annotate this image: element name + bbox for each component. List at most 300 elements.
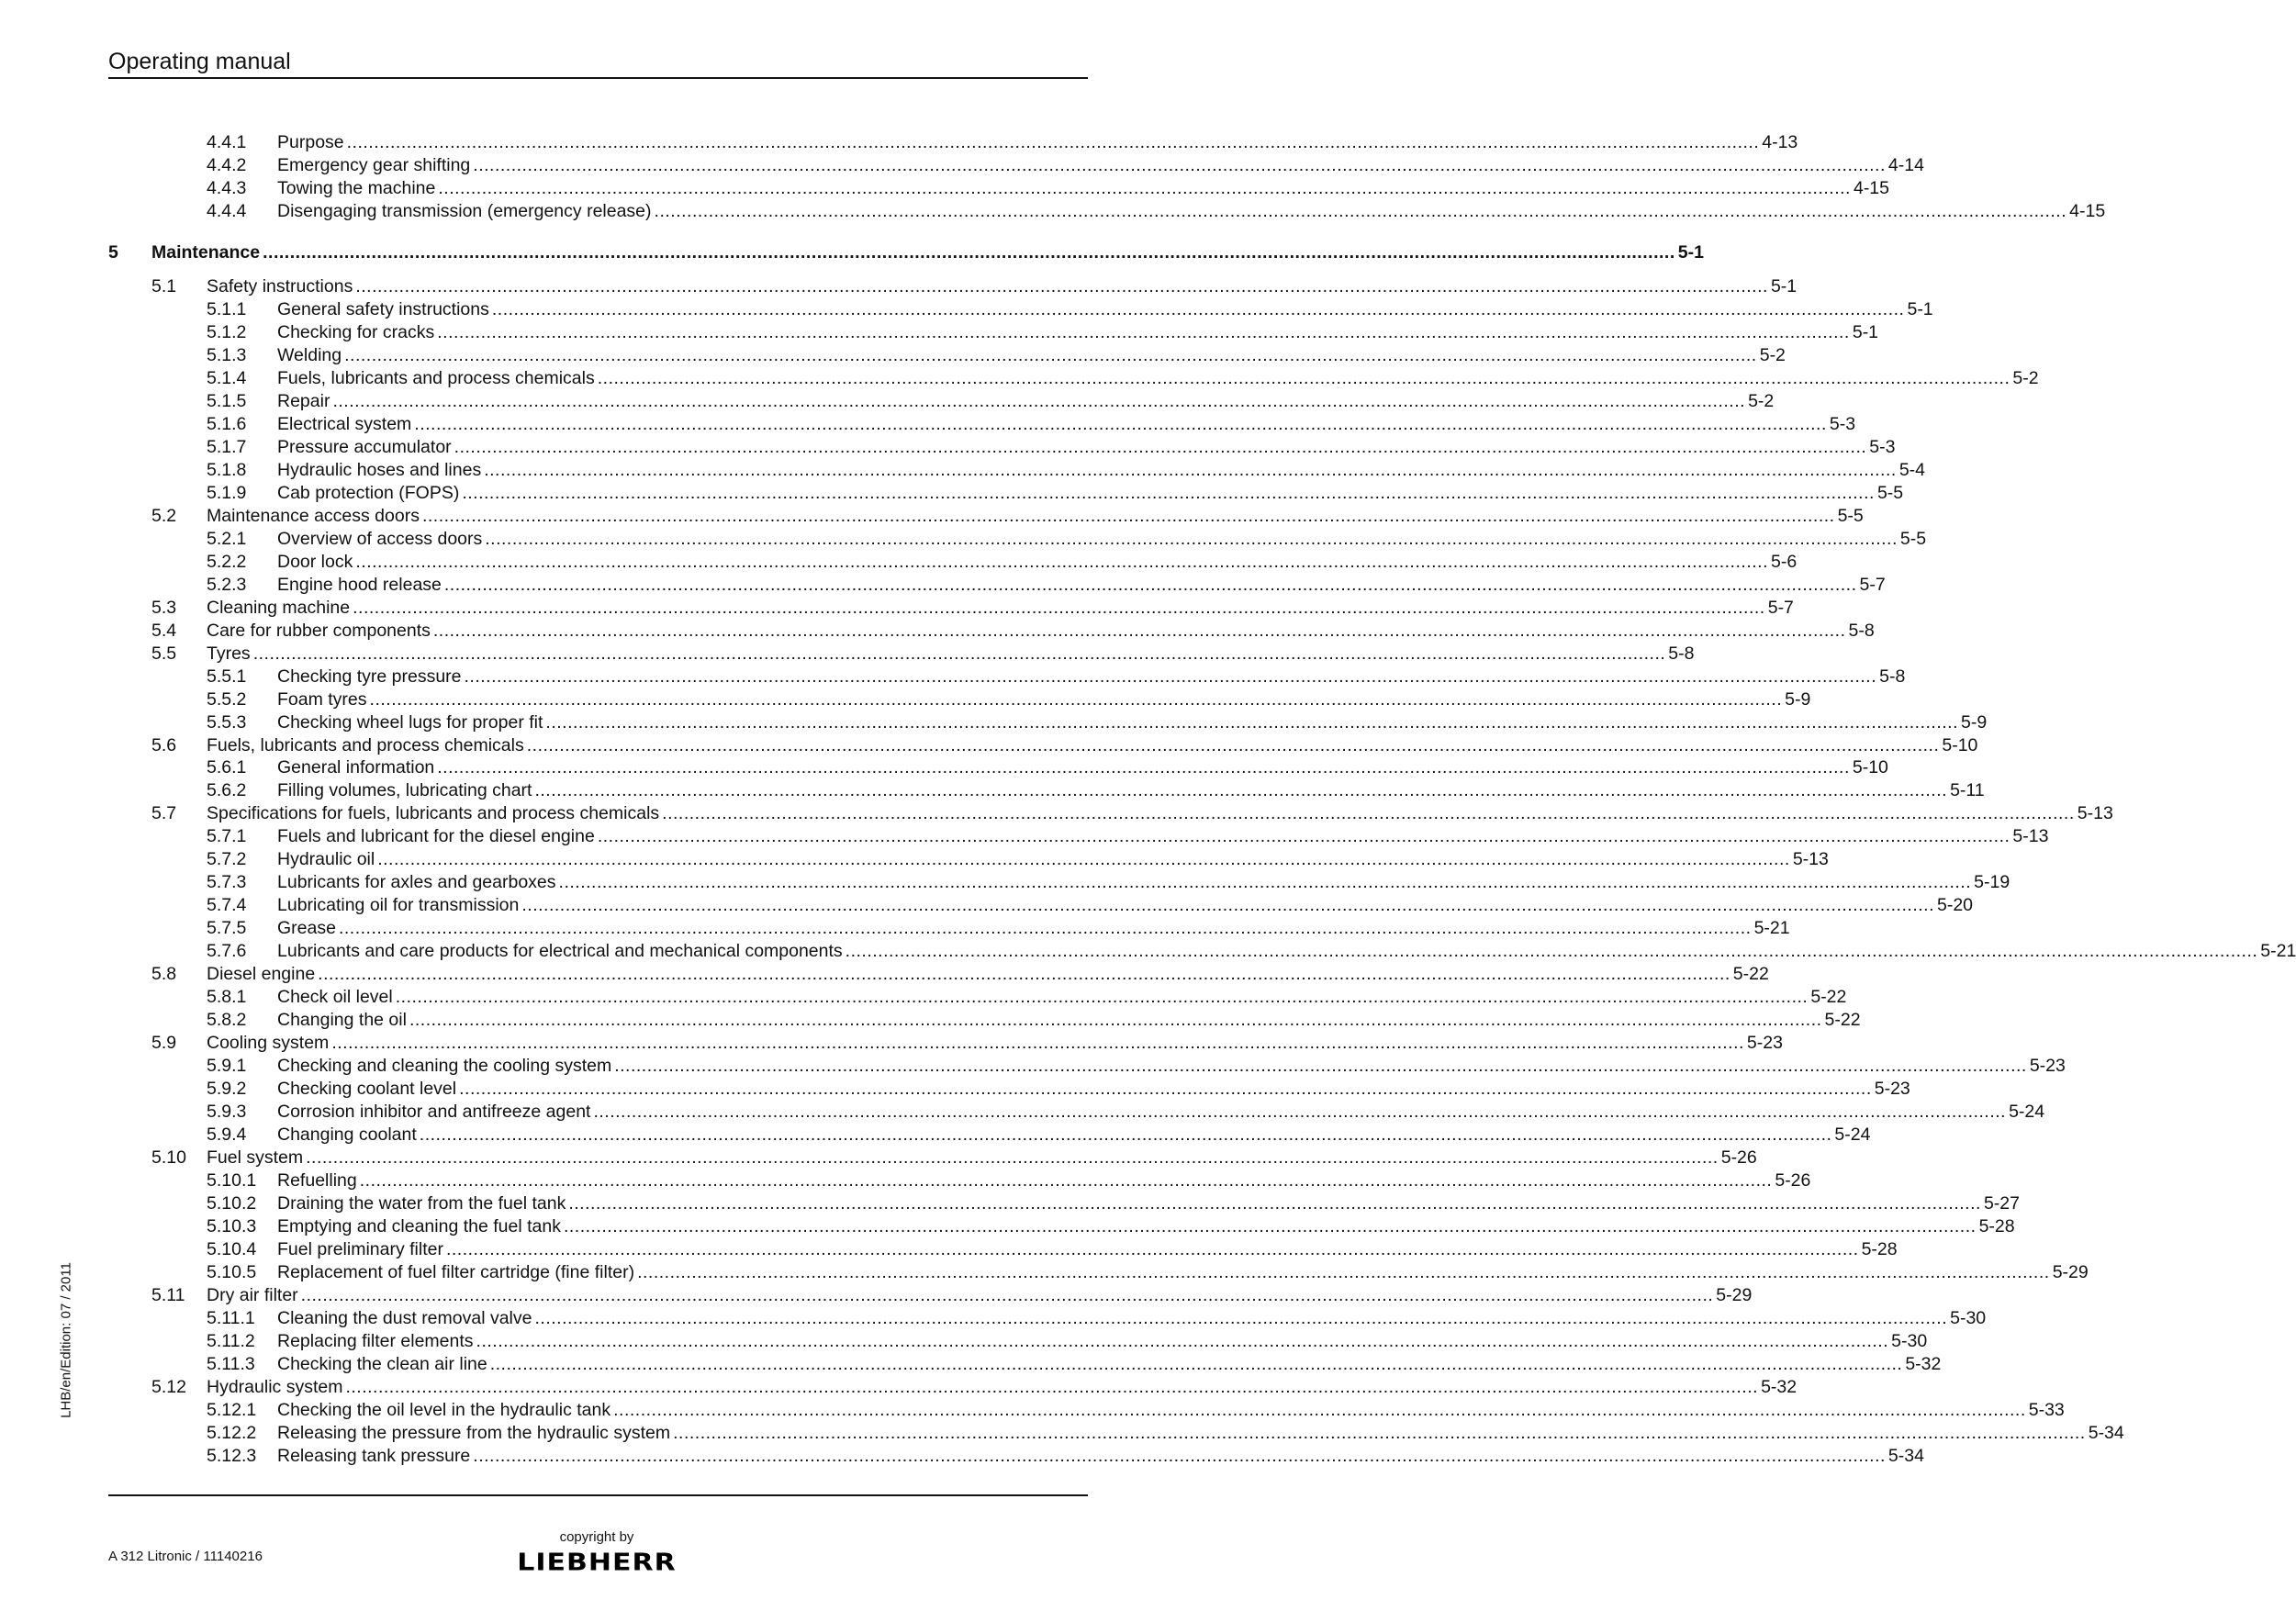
toc-entry[interactable] xyxy=(108,436,1896,459)
toc-entry-number: 5.8.2 xyxy=(207,1010,247,1031)
toc-leader-dots: .................................................................................................................................................................................................................................................................... xyxy=(476,1330,1889,1351)
toc-entry-page: 5-29 xyxy=(1716,1285,1753,1306)
toc-entry-title: Changing coolant xyxy=(277,1124,417,1146)
toc-entry-line xyxy=(277,459,1925,482)
toc-entry-title: Fuels, lubricants and process chemicals xyxy=(207,734,524,755)
toc-entry-number: 4.4.1 xyxy=(207,132,247,152)
toc-entry-page: 5-32 xyxy=(1761,1376,1798,1397)
toc-entry-title: Emergency gear shifting xyxy=(277,154,471,175)
toc-entry[interactable] xyxy=(108,1422,2124,1445)
toc-leader-dots: .................................................................................................................................................................................................................................................................... xyxy=(489,1353,1903,1374)
toc-entry-number: 4.4.3 xyxy=(207,177,247,198)
toc-entry-page: 5-24 xyxy=(1834,1124,1871,1146)
toc-entry-title: Cooling system xyxy=(207,1033,330,1054)
toc-entry-title: Engine hood release xyxy=(277,574,442,595)
toc-entry-page: 5-9 xyxy=(1785,688,1811,710)
toc-entry-number: 5.1.5 xyxy=(207,390,247,411)
toc-entry[interactable] xyxy=(108,1101,2045,1124)
toc-entry-line xyxy=(277,367,2039,390)
toc-entry-line xyxy=(277,574,1886,597)
edition-note-text: LHB/en/Edition: 07 / 2011 xyxy=(58,1262,74,1418)
toc-entry-page: 5-28 xyxy=(1861,1239,1898,1260)
toc-entry-line xyxy=(277,1307,1987,1330)
toc-entry-line xyxy=(207,1284,1753,1307)
toc-entry-line xyxy=(277,1445,1924,1468)
toc-entry-title: Fuel preliminary filter xyxy=(277,1239,443,1260)
toc-entry-line xyxy=(277,1101,2045,1124)
toc-entry-line xyxy=(151,241,1704,264)
toc-entry-page: 5-1 xyxy=(1677,241,1704,263)
toc-entry-number: 5.10.4 xyxy=(207,1239,257,1260)
toc-entry-line xyxy=(207,597,1794,620)
toc-entry-title: Towing the machine xyxy=(277,177,436,198)
toc-entry-page: 5-2 xyxy=(1748,390,1775,411)
toc-entry-number: 5.12.3 xyxy=(207,1445,257,1466)
toc-entry-page: 5-28 xyxy=(1978,1216,2015,1237)
toc-entry[interactable] xyxy=(108,917,1790,940)
toc-entry-line xyxy=(277,390,1775,413)
toc-entry-title: Checking the clean air line xyxy=(277,1353,487,1374)
toc-entry-page: 5-3 xyxy=(1869,436,1896,457)
toc-leader-dots: .................................................................................................................................................................................................................................................................... xyxy=(654,200,2067,221)
toc-leader-dots: .................................................................................................................................................................................................................................................................... xyxy=(485,528,1898,549)
toc-entry-page: 4-15 xyxy=(1853,177,1889,198)
toc-entry-page: 5-9 xyxy=(1961,711,1988,733)
toc-entry-page: 5-23 xyxy=(2029,1056,2066,1077)
toc-entry-number: 5.1.1 xyxy=(207,298,247,319)
toc-entry-number: 4.4.2 xyxy=(207,154,247,175)
toc-entry-page: 5-23 xyxy=(1746,1033,1783,1054)
toc-entry[interactable] xyxy=(108,620,1875,643)
toc-entry[interactable] xyxy=(108,734,1978,757)
toc-leader-dots: .................................................................................................................................................................................................................................................................... xyxy=(473,1445,1886,1466)
toc-entry[interactable] xyxy=(108,986,1847,1009)
toc-leader-dots: .................................................................................................................................................................................................................................................................... xyxy=(377,849,1790,870)
toc-entry[interactable] xyxy=(108,825,2049,848)
toc-entry-page: 5-33 xyxy=(2028,1399,2065,1420)
toc-entry[interactable] xyxy=(108,1445,1924,1468)
toc-entry-line xyxy=(207,620,1875,643)
toc-entry-page: 5-22 xyxy=(1732,964,1769,985)
page-title: Operating manual xyxy=(108,49,291,74)
toc-entry[interactable] xyxy=(108,643,1695,666)
toc-entry-page: 5-22 xyxy=(1824,1010,1861,1031)
toc-entry[interactable] xyxy=(108,1330,1928,1353)
toc-entry-title: Purpose xyxy=(277,132,344,152)
toc-leader-dots: .................................................................................................................................................................................................................................................................... xyxy=(437,321,1850,342)
toc-entry-page: 5-2 xyxy=(2012,367,2039,388)
toc-entry-number: 5.1.8 xyxy=(207,459,247,480)
toc-entry-line xyxy=(277,825,2049,848)
toc-leader-dots: .................................................................................................................................................................................................................................................................... xyxy=(359,1170,1773,1191)
toc-entry-number: 5.11.1 xyxy=(207,1308,255,1328)
toc-entry[interactable] xyxy=(108,711,1988,734)
toc-leader-dots: .................................................................................................................................................................................................................................................................... xyxy=(545,711,1959,733)
toc-leader-dots: .................................................................................................................................................................................................................................................................... xyxy=(473,154,1886,175)
toc-entry-number: 5.2.3 xyxy=(207,574,247,595)
toc-entry-title: Checking coolant level xyxy=(277,1079,457,1100)
toc-entry-number: 5.10.3 xyxy=(207,1216,257,1237)
toc-entry-title: Cab protection (FOPS) xyxy=(277,482,460,503)
toc-leader-dots: .................................................................................................................................................................................................................................................................... xyxy=(637,1262,2050,1283)
toc-entry-title: Check oil level xyxy=(277,987,393,1008)
toc-entry[interactable] xyxy=(108,666,1906,688)
toc-leader-dots: .................................................................................................................................................................................................................................................................... xyxy=(614,1056,2027,1077)
toc-entry[interactable] xyxy=(108,597,1794,620)
toc-entry-title: Releasing tank pressure xyxy=(277,1445,471,1466)
toc-entry-page: 5-27 xyxy=(1983,1193,2020,1214)
toc-leader-dots: .................................................................................................................................................................................................................................................................... xyxy=(338,918,1752,939)
toc-entry[interactable] xyxy=(108,1307,1987,1330)
toc-entry-number: 5.5.2 xyxy=(207,688,247,710)
toc-entry[interactable] xyxy=(108,459,1925,482)
toc-entry[interactable] xyxy=(108,963,1769,986)
toc-entry-page: 5-21 xyxy=(2260,941,2296,962)
toc-entry-number: 5.1.7 xyxy=(207,436,247,457)
toc-leader-dots: .................................................................................................................................................................................................................................................................... xyxy=(526,734,1940,755)
toc-entry-page: 5-30 xyxy=(1891,1330,1928,1351)
toc-entry-number: 5.8 xyxy=(151,964,177,985)
toc-entry-number: 5.3 xyxy=(151,597,177,618)
toc-entry-line xyxy=(277,1169,1811,1192)
toc-entry-title: Draining the water from the fuel tank xyxy=(277,1193,566,1214)
toc-entry[interactable] xyxy=(108,154,1924,177)
toc-entry-line xyxy=(277,154,1924,177)
toc-entry[interactable] xyxy=(108,275,1798,298)
toc-leader-dots: .................................................................................................................................................................................................................................................................... xyxy=(395,987,1809,1008)
toc-entry-page: 4-14 xyxy=(1887,154,1924,175)
toc-leader-dots: .................................................................................................................................................................................................................................................................... xyxy=(597,826,2010,847)
toc-entry[interactable] xyxy=(108,1376,1798,1399)
toc-entry-title: Changing the oil xyxy=(277,1010,407,1031)
toc-entry-page: 5-24 xyxy=(2009,1102,2045,1123)
toc-entry[interactable] xyxy=(108,1032,1783,1055)
toc-entry-title: Foam tyres xyxy=(277,688,367,710)
toc-leader-dots: .................................................................................................................................................................................................................................................................... xyxy=(443,574,1857,595)
toc-entry-title: Lubricating oil for transmission xyxy=(277,895,520,916)
toc-entry[interactable] xyxy=(108,1192,2020,1215)
toc-entry-line xyxy=(277,986,1847,1009)
toc-entry-number: 5.1.3 xyxy=(207,344,247,365)
toc-leader-dots: .................................................................................................................................................................................................................................................................... xyxy=(306,1147,1719,1169)
toc-entry-page: 5-29 xyxy=(2052,1262,2089,1283)
toc-entry-page: 5-11 xyxy=(1950,780,1985,801)
toc-leader-dots: .................................................................................................................................................................................................................................................................... xyxy=(332,390,1746,411)
toc-entry-title: Safety instructions xyxy=(207,275,353,296)
toc-entry-page: 5-34 xyxy=(1887,1445,1924,1466)
toc-entry[interactable] xyxy=(108,1238,1898,1261)
toc-entry-line xyxy=(277,436,1896,459)
toc-entry[interactable] xyxy=(108,779,1985,802)
toc-entry[interactable] xyxy=(108,574,1886,597)
toc-leader-dots: .................................................................................................................................................................................................................................................................... xyxy=(597,367,2010,388)
toc-entry[interactable] xyxy=(108,688,1811,711)
toc-leader-dots: .................................................................................................................................................................................................................................................................... xyxy=(355,275,1768,296)
toc-entry[interactable] xyxy=(108,390,1775,413)
toc-entry-page: 5-7 xyxy=(1767,597,1794,618)
toc-entry[interactable] xyxy=(108,321,1879,344)
toc-entry-line xyxy=(207,734,1978,757)
toc-leader-dots: .................................................................................................................................................................................................................................................................... xyxy=(534,1308,1948,1328)
toc-entry[interactable] xyxy=(108,551,1798,574)
toc-entry-page: 5-8 xyxy=(1848,620,1875,641)
toc-entry-page: 5-13 xyxy=(2077,803,2113,824)
toc-leader-dots: .................................................................................................................................................................................................................................................................... xyxy=(454,436,1867,457)
toc-entry-page: 4-13 xyxy=(1762,132,1798,152)
toc-entry-line xyxy=(207,802,2113,825)
toc-entry[interactable] xyxy=(108,1147,1757,1169)
toc-entry-line xyxy=(277,871,2010,894)
toc-entry-page: 5-32 xyxy=(1905,1353,1942,1374)
toc-entry-line xyxy=(277,131,1798,154)
toc-entry[interactable] xyxy=(108,940,2296,963)
toc-entry-title: Tyres xyxy=(207,643,251,664)
toc-entry-title: Emptying and cleaning the fuel tank xyxy=(277,1216,561,1237)
toc-entry-page: 5-30 xyxy=(1950,1308,1987,1328)
toc-entry-title: Fuels, lubricants and process chemicals xyxy=(277,367,595,388)
toc-entry-title: Cleaning machine xyxy=(207,597,351,618)
toc-leader-dots: .................................................................................................................................................................................................................................................................... xyxy=(353,597,1765,618)
toc-entry[interactable] xyxy=(108,756,1888,779)
toc-entry-number: 5.12 xyxy=(151,1376,186,1397)
toc-entry-number: 5.5.3 xyxy=(207,711,247,733)
toc-entry-line xyxy=(277,666,1906,688)
toc-entry-line xyxy=(277,711,1988,734)
header-divider xyxy=(108,77,1088,79)
toc-entry-number: 5.9.4 xyxy=(207,1124,247,1146)
toc-entry-line xyxy=(277,1055,2066,1078)
toc-entry-number: 5.9 xyxy=(151,1033,177,1054)
toc-leader-dots: .................................................................................................................................................................................................................................................................... xyxy=(437,757,1850,778)
toc-entry-title: Refuelling xyxy=(277,1170,357,1191)
toc-entry-title: Checking tyre pressure xyxy=(277,666,462,687)
toc-entry-page: 4-15 xyxy=(2069,200,2106,221)
toc-entry[interactable] xyxy=(108,1009,1861,1032)
toc-entry[interactable] xyxy=(108,131,1798,154)
toc-entry-number: 5.7 xyxy=(151,803,177,824)
toc-entry-page: 5-2 xyxy=(1759,344,1786,365)
toc-leader-dots: .................................................................................................................................................................................................................................................................... xyxy=(845,941,2258,962)
toc-leader-dots: .................................................................................................................................................................................................................................................................... xyxy=(369,688,1783,710)
toc-entry-number: 5.10.2 xyxy=(207,1193,257,1214)
toc-entry-title: Checking wheel lugs for proper fit xyxy=(277,711,543,733)
toc-entry-title: Disengaging transmission (emergency release) xyxy=(277,200,652,221)
toc-entry[interactable] xyxy=(108,848,1829,871)
toc-entry[interactable] xyxy=(108,367,2039,390)
toc-entry-line xyxy=(207,505,1864,528)
footer-model: A 312 Litronic / 11140216 xyxy=(108,1549,263,1564)
toc-entry-line xyxy=(277,1261,2089,1284)
toc-entry-line xyxy=(277,482,1904,505)
toc-entry-page: 5-26 xyxy=(1720,1147,1757,1169)
toc-leader-dots: .................................................................................................................................................................................................................................................................... xyxy=(421,505,1835,526)
toc-entry-title: Replacing filter elements xyxy=(277,1330,474,1351)
toc-entry[interactable] xyxy=(108,528,1927,551)
toc-entry-page: 5-20 xyxy=(1936,895,1974,916)
toc-leader-dots: .................................................................................................................................................................................................................................................................... xyxy=(445,1239,1859,1260)
toc-entry-number: 5.9.1 xyxy=(207,1056,247,1077)
toc-leader-dots: .................................................................................................................................................................................................................................................................... xyxy=(318,964,1730,985)
toc-entry-title: Care for rubber components xyxy=(207,620,431,641)
toc-leader-dots: .................................................................................................................................................................................................................................................................... xyxy=(459,1079,1872,1100)
toc-entry-page: 5-8 xyxy=(1668,643,1695,664)
toc-entry-page: 5-8 xyxy=(1879,666,1906,687)
toc-entry-title: Dry air filter xyxy=(207,1285,298,1306)
toc-entry-number: 5.5 xyxy=(151,643,177,664)
toc-entry-number: 5.1.2 xyxy=(207,321,247,342)
toc-entry-number: 5.6.1 xyxy=(207,757,247,778)
toc-leader-dots: .................................................................................................................................................................................................................................................................... xyxy=(438,177,1851,198)
toc-entry-number: 5.8.1 xyxy=(207,987,247,1008)
toc-entry-number: 5.11.2 xyxy=(207,1330,255,1351)
toc-entry-line xyxy=(277,1330,1928,1353)
toc-entry-title: Checking the oil level in the hydraulic tank xyxy=(277,1399,611,1420)
toc-leader-dots: .................................................................................................................................................................................................................................................................... xyxy=(300,1285,1714,1306)
toc-entry-number: 5.10.1 xyxy=(207,1170,257,1191)
toc-entry[interactable] xyxy=(108,241,1704,264)
toc-entry-page: 5-5 xyxy=(1876,482,1904,503)
toc-entry-title: Diesel engine xyxy=(207,964,316,985)
toc-leader-dots: .................................................................................................................................................................................................................................................................... xyxy=(484,459,1897,480)
toc-entry-number: 5.5.1 xyxy=(207,666,247,687)
toc-leader-dots: .................................................................................................................................................................................................................................................................... xyxy=(345,1376,1759,1397)
toc-entry-number: 5.9.3 xyxy=(207,1102,247,1123)
toc-entry-number: 5.2.1 xyxy=(207,528,247,549)
toc-leader-dots: .................................................................................................................................................................................................................................................................... xyxy=(613,1399,2026,1420)
toc-entry-line xyxy=(277,917,1790,940)
toc-entry-line xyxy=(277,200,2106,223)
toc-entry-title: General information xyxy=(277,757,435,778)
toc-entry-line xyxy=(277,1215,2015,1238)
toc-entry-number: 5.1.9 xyxy=(207,482,247,503)
toc-leader-dots: .................................................................................................................................................................................................................................................................... xyxy=(521,895,1934,916)
toc-entry-number: 5.1.6 xyxy=(207,413,247,434)
toc-entry[interactable] xyxy=(108,1055,2066,1078)
toc-entry-title: Welding xyxy=(277,344,342,365)
toc-entry-page: 5-6 xyxy=(1770,551,1798,572)
toc-entry-line xyxy=(277,940,2296,963)
toc-entry-number: 5.10 xyxy=(151,1147,186,1169)
toc-entry-title: Fuel system xyxy=(207,1147,304,1169)
toc-entry-line xyxy=(207,275,1798,298)
toc-entry[interactable] xyxy=(108,1078,1910,1101)
toc-entry-number: 5.11 xyxy=(151,1285,185,1306)
toc-entry[interactable] xyxy=(108,1399,2065,1422)
toc-entry-number: 5.2 xyxy=(151,505,177,526)
toc-leader-dots: .................................................................................................................................................................................................................................................................... xyxy=(414,413,1827,434)
toc-entry-title: General safety instructions xyxy=(277,298,489,319)
toc-entry-page: 5-10 xyxy=(1852,757,1888,778)
toc-leader-dots: .................................................................................................................................................................................................................................................................... xyxy=(462,482,1875,503)
toc-leader-dots: .................................................................................................................................................................................................................................................................... xyxy=(355,551,1768,572)
toc-entry[interactable] xyxy=(108,1215,2015,1238)
toc-entry[interactable] xyxy=(108,894,1974,917)
toc-entry-title: Repair xyxy=(277,390,330,411)
toc-entry[interactable] xyxy=(108,344,1786,367)
toc-entry-line xyxy=(277,756,1888,779)
toc-entry[interactable] xyxy=(108,298,1933,321)
toc-entry[interactable] xyxy=(108,1284,1753,1307)
toc-entry-line xyxy=(277,551,1798,574)
toc-entry-line xyxy=(277,1353,1942,1376)
toc-entry[interactable] xyxy=(108,1169,1811,1192)
toc-entry-title: Hydraulic oil xyxy=(277,849,375,870)
toc-entry[interactable] xyxy=(108,1124,1871,1147)
toc-entry-number: 5.12.2 xyxy=(207,1422,257,1443)
toc-entry-title: Filling volumes, lubricating chart xyxy=(277,780,532,801)
toc-entry[interactable] xyxy=(108,1261,2089,1284)
toc-entry-title: Checking for cracks xyxy=(277,321,435,342)
footer-divider xyxy=(108,1494,1088,1496)
toc-entry-title: Lubricants for axles and gearboxes xyxy=(277,872,556,893)
toc-entry-line xyxy=(277,779,1985,802)
footer-copyright: copyright by xyxy=(559,1529,634,1545)
toc-entry-line xyxy=(277,1009,1861,1032)
toc-entry-number: 5.6 xyxy=(151,734,177,755)
toc-entry-line xyxy=(277,1422,2124,1445)
toc-entry-line xyxy=(277,1078,1910,1101)
toc-entry-number: 5.9.2 xyxy=(207,1079,247,1100)
toc-entry-page: 5-10 xyxy=(1942,734,1978,755)
toc-entry-line xyxy=(277,1399,2065,1422)
toc-entry[interactable] xyxy=(108,177,1889,200)
toc-leader-dots: .................................................................................................................................................................................................................................................................... xyxy=(419,1124,1832,1146)
toc-entry-line xyxy=(207,1376,1798,1399)
toc-leader-dots: .................................................................................................................................................................................................................................................................... xyxy=(344,344,1757,365)
toc-entry-page: 5-1 xyxy=(1852,321,1879,342)
toc-entry-title: Maintenance access doors xyxy=(207,505,420,526)
toc-entry-page: 5-13 xyxy=(1792,849,1829,870)
toc-entry-number: 5.7.5 xyxy=(207,918,247,939)
toc-entry[interactable] xyxy=(108,413,1856,436)
toc-entry-page: 5-26 xyxy=(1775,1170,1811,1191)
liebherr-logo: LIEBHERR xyxy=(517,1549,677,1577)
toc-entry[interactable] xyxy=(108,200,2106,223)
toc-entry-line xyxy=(277,528,1927,551)
toc-entry[interactable] xyxy=(108,871,2010,894)
toc-entry-number: 5.1 xyxy=(151,275,177,296)
toc-entry-number: 5.7.6 xyxy=(207,941,247,962)
toc-entry-title: Electrical system xyxy=(277,413,412,434)
toc-entry-line xyxy=(277,848,1829,871)
toc-entry-line xyxy=(277,298,1933,321)
toc-entry-page: 5-13 xyxy=(2012,826,2049,847)
toc-leader-dots: .................................................................................................................................................................................................................................................................... xyxy=(593,1102,2007,1123)
toc-entry-number: 4.4.4 xyxy=(207,200,247,221)
toc-entry-page: 5-19 xyxy=(1974,872,2010,893)
toc-entry[interactable] xyxy=(108,505,1864,528)
toc-entry-title: Overview of access doors xyxy=(277,528,483,549)
toc-entry[interactable] xyxy=(108,1353,1942,1376)
toc-entry-page: 5-5 xyxy=(1899,528,1927,549)
toc-entry-line xyxy=(277,1192,2020,1215)
toc-leader-dots: .................................................................................................................................................................................................................................................................... xyxy=(563,1216,1977,1237)
toc-entry-number: 5.12.1 xyxy=(207,1399,257,1420)
toc-leader-dots: .................................................................................................................................................................................................................................................................... xyxy=(662,803,2075,824)
toc-entry-page: 5-23 xyxy=(1874,1079,1910,1100)
toc-entry-number: 5.1.4 xyxy=(207,367,247,388)
toc-entry[interactable] xyxy=(108,802,2113,825)
toc-entry-title: Hydraulic system xyxy=(207,1376,343,1397)
toc-leader-dots: .................................................................................................................................................................................................................................................................... xyxy=(558,872,1972,893)
toc-leader-dots: .................................................................................................................................................................................................................................................................... xyxy=(331,1033,1744,1054)
toc-entry-line xyxy=(277,1238,1898,1261)
toc-entry[interactable] xyxy=(108,482,1904,505)
toc-entry-line xyxy=(277,1124,1871,1147)
toc-entry-title: Releasing the pressure from the hydraulic system xyxy=(277,1422,671,1443)
toc-entry-title: Specifications for fuels, lubricants and process chemicals xyxy=(207,803,660,824)
toc-entry-title: Maintenance xyxy=(151,241,261,263)
